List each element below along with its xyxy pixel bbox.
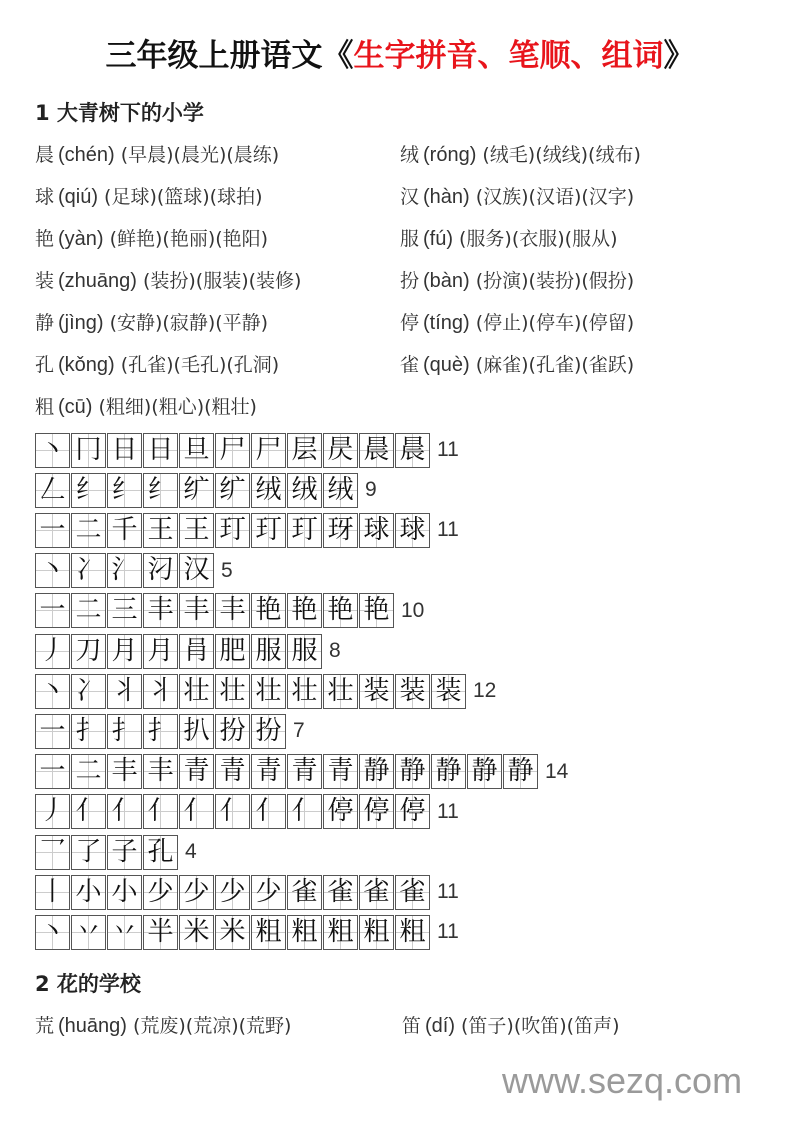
compound-words: (停止)(停车)(停留) (475, 312, 635, 334)
stroke-row (35, 754, 568, 790)
stroke-box: 扌 (107, 714, 142, 749)
stroke-box: 粗 (287, 915, 322, 950)
pinyin: (cū) (58, 396, 93, 418)
stroke-box: 𠃋 (35, 473, 70, 508)
character: 粗 (35, 396, 55, 418)
stroke-box: 艳 (323, 593, 358, 628)
page-title (0, 30, 800, 75)
lesson1-heading: 1 大青树下的小学 (35, 101, 204, 125)
stroke-box: 亻 (179, 794, 214, 829)
stroke-box: 服 (287, 634, 322, 669)
stroke-count: 14 (545, 759, 569, 783)
stroke-row (35, 713, 305, 749)
stroke-box: 丿 (35, 634, 70, 669)
stroke-box: 二 (71, 593, 106, 628)
stroke-box: 球 (359, 513, 394, 548)
stroke-box: 丰 (179, 593, 214, 628)
stroke-box: 玡 (323, 513, 358, 548)
word-entry (35, 224, 268, 251)
stroke-box: 丷 (71, 915, 106, 950)
character: 艳 (35, 228, 55, 250)
pinyin: (què) (423, 354, 470, 376)
character: 孔 (35, 354, 55, 376)
pinyin: (bàn) (423, 270, 470, 292)
character: 荒 (35, 1015, 55, 1037)
word-entry (35, 182, 263, 209)
stroke-box: 扌 (143, 714, 178, 749)
pinyin: (zhuāng) (58, 270, 137, 292)
compound-words: (麻雀)(孔雀)(雀跃) (475, 354, 635, 376)
stroke-box: 扌 (71, 714, 106, 749)
stroke-box: 青 (251, 754, 286, 789)
word-entry (400, 140, 641, 167)
stroke-box: 雀 (359, 875, 394, 910)
pinyin: (hàn) (423, 186, 470, 208)
stroke-row (35, 593, 424, 629)
stroke-box: 青 (215, 754, 250, 789)
stroke-box: 少 (143, 875, 178, 910)
stroke-box: 旦 (179, 433, 214, 468)
stroke-box: 亻 (107, 794, 142, 829)
stroke-box: 艳 (251, 593, 286, 628)
stroke-box: 纟 (71, 473, 106, 508)
stroke-box: 二 (71, 513, 106, 548)
stroke-box: 了 (71, 835, 106, 870)
stroke-box: 静 (359, 754, 394, 789)
stroke-box: 丶 (35, 553, 70, 588)
stroke-box: 壮 (251, 674, 286, 709)
stroke-box: 亻 (251, 794, 286, 829)
stroke-box: 粗 (251, 915, 286, 950)
stroke-box: 绒 (251, 473, 286, 508)
character: 扮 (400, 270, 420, 292)
stroke-box: 雀 (395, 875, 430, 910)
stroke-box: 层 (287, 433, 322, 468)
stroke-box: 装 (395, 674, 430, 709)
stroke-box: 丶 (35, 915, 70, 950)
stroke-box: 三 (107, 593, 142, 628)
compound-words: (鲜艳)(艳丽)(艳阳) (109, 228, 269, 250)
stroke-box: 纩 (179, 473, 214, 508)
pinyin: (fú) (423, 228, 454, 250)
stroke-count: 7 (293, 719, 305, 743)
stroke-count: 11 (437, 880, 459, 904)
title-suffix: 》 (663, 38, 695, 74)
stroke-box: 球 (395, 513, 430, 548)
stroke-box: 丰 (143, 593, 178, 628)
character: 笛 (402, 1015, 422, 1037)
stroke-box: 亻 (287, 794, 322, 829)
stroke-box: 月 (143, 634, 178, 669)
stroke-box: 氵 (107, 553, 142, 588)
stroke-box: 丶 (35, 433, 70, 468)
pinyin: (qiú) (58, 186, 99, 208)
stroke-box: 千 (107, 513, 142, 548)
stroke-box: 少 (251, 875, 286, 910)
stroke-box: 粗 (359, 915, 394, 950)
stroke-row (35, 432, 459, 468)
stroke-box: 少 (179, 875, 214, 910)
stroke-count: 4 (185, 840, 197, 863)
stroke-box: 扮 (215, 714, 250, 749)
stroke-box: 装 (431, 674, 466, 709)
compound-words: (安静)(寂静)(平静) (109, 312, 269, 334)
stroke-box: 乛 (35, 835, 70, 870)
stroke-box: 壮 (179, 674, 214, 709)
character: 停 (400, 312, 420, 334)
pinyin: (tíng) (423, 312, 470, 334)
stroke-box: 青 (179, 754, 214, 789)
character: 装 (35, 270, 55, 292)
stroke-box: 日 (143, 433, 178, 468)
stroke-box: 静 (395, 754, 430, 789)
stroke-box: 丰 (143, 754, 178, 789)
stroke-box: 雀 (287, 875, 322, 910)
character: 汉 (400, 186, 420, 208)
stroke-row (35, 834, 197, 870)
stroke-box: 静 (503, 754, 538, 789)
stroke-box: 青 (323, 754, 358, 789)
stroke-box: 一 (35, 513, 70, 548)
pinyin: (róng) (423, 144, 477, 166)
title-prefix: 三年级上册语文《 (105, 38, 354, 74)
stroke-box: 停 (359, 794, 394, 829)
word-entry (400, 266, 634, 293)
stroke-box: 月 (107, 634, 142, 669)
compound-words: (足球)(篮球)(球拍) (104, 186, 263, 208)
stroke-box: 丰 (215, 593, 250, 628)
stroke-box: 冂 (71, 433, 106, 468)
watermark: www.sezq.com (502, 1060, 743, 1101)
stroke-box: 绒 (287, 473, 322, 508)
stroke-box: 米 (179, 915, 214, 950)
stroke-box: 尸 (251, 433, 286, 468)
stroke-box: 纟 (143, 473, 178, 508)
stroke-box: 小 (107, 875, 142, 910)
stroke-box: 丷 (107, 915, 142, 950)
stroke-box: 尸 (215, 433, 250, 468)
compound-words: (汉族)(汉语)(汉字) (475, 186, 635, 208)
character: 服 (400, 228, 420, 250)
word-entry (35, 1011, 291, 1038)
stroke-count: 9 (365, 478, 377, 502)
stroke-box: 亻 (215, 794, 250, 829)
stroke-box: 丬 (143, 674, 178, 709)
stroke-box: 冫 (71, 674, 106, 709)
compound-words: (服务)(衣服)(服从) (459, 228, 618, 250)
stroke-box: 王 (143, 513, 178, 548)
character: 静 (35, 312, 55, 334)
stroke-box: 二 (71, 754, 106, 789)
stroke-box: 小 (71, 875, 106, 910)
word-entry (35, 140, 279, 167)
stroke-count: 12 (473, 679, 497, 703)
stroke-count: 11 (437, 438, 459, 461)
stroke-box: 雀 (323, 875, 358, 910)
stroke-row (35, 914, 459, 950)
stroke-box: 纟 (107, 473, 142, 508)
stroke-row (35, 472, 377, 508)
stroke-box: 停 (323, 794, 358, 829)
stroke-box: 晨 (359, 433, 394, 468)
stroke-box: 少 (215, 875, 250, 910)
word-entry (400, 308, 634, 335)
word-entry (400, 182, 634, 209)
stroke-box: 丿 (35, 794, 70, 829)
stroke-box: 扮 (251, 714, 286, 749)
stroke-box: 玎 (287, 513, 322, 548)
word-entry (35, 392, 257, 419)
stroke-box: 壮 (215, 674, 250, 709)
stroke-box: 汈 (143, 553, 178, 588)
pinyin: (kǒng) (58, 354, 115, 376)
stroke-box: 肥 (215, 634, 250, 669)
pinyin: (yàn) (58, 228, 104, 250)
stroke-box: 停 (395, 794, 430, 829)
stroke-row (35, 794, 459, 830)
compound-words: (荒废)(荒凉)(荒野) (132, 1015, 292, 1037)
stroke-box: 一 (35, 593, 70, 628)
stroke-row (35, 874, 459, 910)
stroke-box: 米 (215, 915, 250, 950)
title-highlight: 生字拼音、笔顺、组词 (353, 38, 664, 74)
word-entry (35, 350, 279, 377)
compound-words: (扮演)(装扮)(假扮) (475, 270, 635, 292)
stroke-box: 绒 (323, 473, 358, 508)
stroke-box: 亻 (143, 794, 178, 829)
stroke-box: 肙 (179, 634, 214, 669)
stroke-box: 刀 (71, 634, 106, 669)
stroke-box: 艳 (359, 593, 394, 628)
word-entry (35, 266, 301, 293)
character: 绒 (400, 144, 420, 166)
word-entry (400, 224, 618, 251)
stroke-row (35, 673, 496, 709)
character: 雀 (400, 354, 420, 376)
compound-words: (装扮)(服装)(装修) (142, 270, 302, 292)
stroke-box: 服 (251, 634, 286, 669)
stroke-box: 日 (107, 433, 142, 468)
compound-words: (孔雀)(毛孔)(孔洞) (120, 354, 280, 376)
stroke-box: 壮 (287, 674, 322, 709)
stroke-box: 玎 (215, 513, 250, 548)
stroke-row (35, 553, 233, 589)
compound-words: (笛子)(吹笛)(笛声) (461, 1015, 620, 1037)
stroke-box: 丰 (107, 754, 142, 789)
stroke-count: 5 (221, 558, 233, 582)
stroke-box: 粗 (323, 915, 358, 950)
stroke-box: 粗 (395, 915, 430, 950)
compound-words: (早晨)(晨光)(晨练) (120, 144, 280, 166)
compound-words: (绒毛)(绒线)(绒布) (482, 144, 641, 166)
stroke-box: 静 (431, 754, 466, 789)
stroke-count: 11 (437, 920, 459, 944)
character: 球 (35, 186, 55, 208)
stroke-count: 10 (401, 598, 425, 622)
stroke-box: 艳 (287, 593, 322, 628)
stroke-box: 静 (467, 754, 502, 789)
stroke-count: 11 (437, 518, 459, 542)
stroke-box: 壮 (323, 674, 358, 709)
word-entry (400, 350, 634, 377)
stroke-box: 子 (107, 835, 142, 870)
stroke-box: 王 (179, 513, 214, 548)
stroke-count: 8 (329, 639, 341, 662)
compound-words: (粗细)(粗心)(粗壮) (98, 396, 257, 418)
stroke-box: 孔 (143, 835, 178, 870)
pinyin: (jìng) (58, 312, 104, 334)
stroke-box: 一 (35, 714, 70, 749)
stroke-box: 亻 (71, 794, 106, 829)
stroke-box: 晨 (395, 433, 430, 468)
stroke-box: 一 (35, 754, 70, 789)
stroke-box: 丬 (107, 674, 142, 709)
stroke-box: 扒 (179, 714, 214, 749)
stroke-box: 冫 (71, 553, 106, 588)
stroke-row (35, 633, 341, 669)
stroke-box: 半 (143, 915, 178, 950)
stroke-box: 汉 (179, 553, 214, 588)
pinyin: (huāng) (58, 1015, 127, 1037)
stroke-box: 纩 (215, 473, 250, 508)
stroke-box: 装 (359, 674, 394, 709)
stroke-count: 11 (437, 799, 459, 823)
character: 晨 (35, 144, 55, 166)
stroke-box: 丶 (35, 674, 70, 709)
stroke-box: 丨 (35, 875, 70, 910)
pinyin: (chén) (58, 144, 115, 166)
word-entry (35, 308, 268, 335)
stroke-box: 昃 (323, 433, 358, 468)
pinyin: (dí) (425, 1015, 456, 1037)
word-entry (402, 1011, 620, 1038)
lesson2-heading: 2 花的学校 (35, 972, 141, 996)
stroke-box: 玎 (251, 513, 286, 548)
stroke-box: 青 (287, 754, 322, 789)
stroke-row (35, 512, 459, 548)
